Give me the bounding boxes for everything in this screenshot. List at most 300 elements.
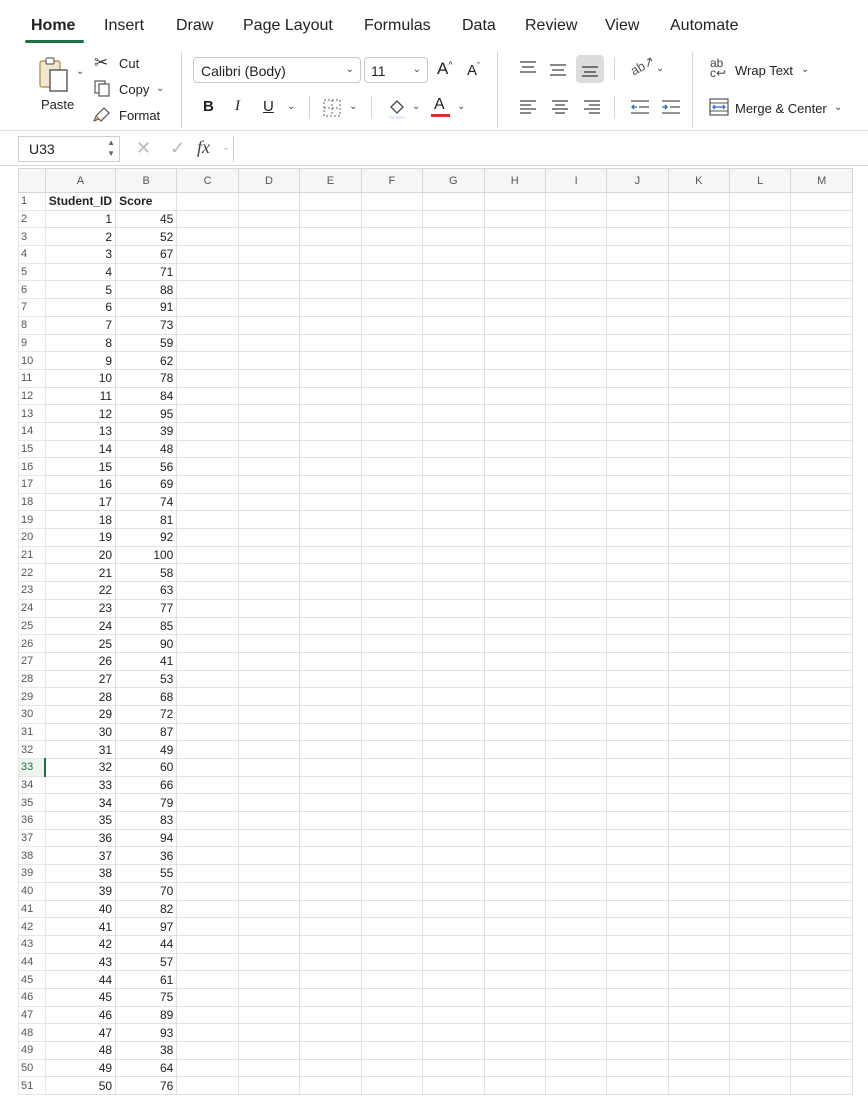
cell[interactable]	[545, 776, 606, 794]
cell[interactable]	[791, 387, 853, 405]
cell[interactable]	[484, 387, 545, 405]
cell[interactable]	[730, 776, 791, 794]
cell[interactable]	[730, 334, 791, 352]
cell[interactable]	[361, 299, 422, 317]
cell[interactable]	[791, 688, 853, 706]
font-size-select[interactable]	[364, 57, 428, 83]
italic-button[interactable]: I	[235, 98, 240, 114]
cell[interactable]	[607, 617, 668, 635]
cell[interactable]	[423, 1006, 484, 1024]
cell[interactable]	[423, 705, 484, 723]
cell[interactable]	[423, 493, 484, 511]
cell[interactable]: 72	[116, 705, 177, 723]
cell[interactable]	[607, 776, 668, 794]
cell[interactable]	[545, 705, 606, 723]
cell[interactable]	[545, 688, 606, 706]
cell[interactable]	[791, 617, 853, 635]
cell[interactable]	[607, 918, 668, 936]
cell[interactable]: 14	[45, 440, 115, 458]
cell[interactable]	[300, 476, 361, 494]
cell[interactable]	[423, 422, 484, 440]
cell[interactable]	[484, 847, 545, 865]
cell[interactable]	[607, 422, 668, 440]
cell[interactable]	[791, 741, 853, 759]
column-header-l[interactable]: L	[730, 169, 791, 193]
row-header[interactable]: 48	[19, 1024, 46, 1042]
cell[interactable]	[545, 935, 606, 953]
cell[interactable]	[607, 812, 668, 830]
cell[interactable]	[300, 617, 361, 635]
cell[interactable]	[423, 316, 484, 334]
row-header[interactable]: 9	[19, 334, 46, 352]
cell[interactable]	[730, 1042, 791, 1060]
cell[interactable]	[238, 599, 299, 617]
cell[interactable]: 31	[45, 741, 115, 759]
insert-function-button[interactable]: fx	[197, 137, 210, 157]
name-box[interactable]	[18, 136, 120, 162]
cell[interactable]	[607, 705, 668, 723]
orientation-chevron-down-icon[interactable]: ⌄	[656, 63, 665, 74]
cell[interactable]	[238, 723, 299, 741]
cell[interactable]: 8	[45, 334, 115, 352]
cell[interactable]	[607, 953, 668, 971]
cell[interactable]	[545, 582, 606, 600]
cell[interactable]: 81	[116, 511, 177, 529]
select-all-corner[interactable]	[19, 169, 46, 193]
cell[interactable]: 44	[45, 971, 115, 989]
cell[interactable]	[607, 263, 668, 281]
cell[interactable]	[423, 546, 484, 564]
formula-input[interactable]	[233, 136, 853, 162]
cell[interactable]	[668, 723, 729, 741]
cell[interactable]	[177, 1077, 238, 1095]
cell[interactable]: 88	[116, 281, 177, 299]
function-chevron-down-icon[interactable]: ⌄	[222, 142, 231, 153]
cell[interactable]	[177, 865, 238, 883]
cell[interactable]	[607, 652, 668, 670]
cell[interactable]	[177, 440, 238, 458]
cell[interactable]	[484, 953, 545, 971]
cell[interactable]	[668, 352, 729, 370]
cell[interactable]	[545, 953, 606, 971]
cell[interactable]	[177, 1006, 238, 1024]
cell[interactable]	[423, 882, 484, 900]
cell[interactable]	[668, 812, 729, 830]
cell[interactable]	[484, 1077, 545, 1095]
cut-button[interactable]: Cut	[119, 56, 140, 71]
cell[interactable]	[791, 493, 853, 511]
cell[interactable]: 57	[116, 953, 177, 971]
cell[interactable]: 23	[45, 599, 115, 617]
cell[interactable]	[423, 988, 484, 1006]
cell[interactable]	[238, 281, 299, 299]
cell[interactable]	[238, 971, 299, 989]
cell[interactable]	[423, 529, 484, 547]
cell[interactable]: 53	[116, 670, 177, 688]
cell[interactable]	[361, 865, 422, 883]
cell[interactable]	[423, 918, 484, 936]
cell[interactable]	[668, 617, 729, 635]
cell[interactable]	[607, 299, 668, 317]
cell[interactable]	[361, 1077, 422, 1095]
cell[interactable]	[238, 635, 299, 653]
cell[interactable]	[423, 776, 484, 794]
cell[interactable]	[607, 829, 668, 847]
cell[interactable]	[730, 210, 791, 228]
cell[interactable]	[238, 564, 299, 582]
cell[interactable]	[361, 387, 422, 405]
row-header[interactable]: 30	[19, 705, 46, 723]
cell[interactable]	[607, 582, 668, 600]
column-header-j[interactable]: J	[607, 169, 668, 193]
cell[interactable]	[177, 228, 238, 246]
row-header[interactable]: 34	[19, 776, 46, 794]
cell[interactable]	[177, 1042, 238, 1060]
cell[interactable]	[545, 422, 606, 440]
row-header[interactable]: 50	[19, 1059, 46, 1077]
cell[interactable]	[238, 493, 299, 511]
cell[interactable]	[238, 935, 299, 953]
cell[interactable]: 58	[116, 564, 177, 582]
cell[interactable]: 77	[116, 599, 177, 617]
cell[interactable]	[484, 582, 545, 600]
cell[interactable]	[177, 387, 238, 405]
cell[interactable]	[607, 847, 668, 865]
cell[interactable]	[484, 352, 545, 370]
cell[interactable]	[423, 1042, 484, 1060]
cell[interactable]	[484, 1024, 545, 1042]
cell[interactable]: 97	[116, 918, 177, 936]
cell[interactable]	[361, 511, 422, 529]
cell[interactable]	[668, 193, 729, 211]
cell[interactable]: 92	[116, 529, 177, 547]
cell[interactable]	[607, 688, 668, 706]
cell[interactable]	[545, 281, 606, 299]
cell[interactable]	[300, 759, 361, 777]
cell[interactable]	[730, 316, 791, 334]
cell[interactable]	[484, 281, 545, 299]
cell[interactable]: 1	[45, 210, 115, 228]
cell[interactable]	[423, 369, 484, 387]
cell[interactable]: 6	[45, 299, 115, 317]
cell[interactable]	[668, 529, 729, 547]
cell[interactable]	[484, 422, 545, 440]
cell[interactable]: 18	[45, 511, 115, 529]
cell[interactable]	[791, 564, 853, 582]
row-header[interactable]: 51	[19, 1077, 46, 1095]
cell[interactable]: 38	[45, 865, 115, 883]
cell[interactable]	[423, 1077, 484, 1095]
name-box-stepper-icon[interactable]: ▲ ▼	[107, 138, 115, 158]
cell[interactable]	[545, 971, 606, 989]
cell[interactable]	[791, 582, 853, 600]
cell[interactable]	[730, 422, 791, 440]
cell[interactable]	[791, 440, 853, 458]
cell[interactable]	[607, 387, 668, 405]
cell[interactable]: 82	[116, 900, 177, 918]
cell[interactable]	[361, 705, 422, 723]
cell[interactable]	[423, 1059, 484, 1077]
row-header[interactable]: 47	[19, 1006, 46, 1024]
cell[interactable]	[484, 458, 545, 476]
column-header-f[interactable]: F	[361, 169, 422, 193]
font-name-select[interactable]	[193, 57, 361, 83]
row-header[interactable]: 29	[19, 688, 46, 706]
cell[interactable]: 48	[45, 1042, 115, 1060]
cell[interactable]	[730, 263, 791, 281]
cell[interactable]: 94	[116, 829, 177, 847]
cell[interactable]	[423, 299, 484, 317]
cell[interactable]: 74	[116, 493, 177, 511]
cell[interactable]	[545, 882, 606, 900]
cell[interactable]	[607, 971, 668, 989]
cell[interactable]	[300, 564, 361, 582]
cell[interactable]	[177, 334, 238, 352]
cell[interactable]	[484, 299, 545, 317]
cell[interactable]	[300, 493, 361, 511]
cell[interactable]: 26	[45, 652, 115, 670]
cell[interactable]	[238, 829, 299, 847]
cell[interactable]	[668, 228, 729, 246]
cell[interactable]	[361, 741, 422, 759]
cell[interactable]	[607, 316, 668, 334]
cell[interactable]	[791, 511, 853, 529]
cell[interactable]: 62	[116, 352, 177, 370]
cell[interactable]	[484, 635, 545, 653]
cell[interactable]	[423, 688, 484, 706]
cell[interactable]	[423, 829, 484, 847]
cell[interactable]	[545, 352, 606, 370]
cell[interactable]	[177, 281, 238, 299]
cell[interactable]	[668, 688, 729, 706]
cell[interactable]: 76	[116, 1077, 177, 1095]
cell[interactable]	[545, 635, 606, 653]
cell[interactable]	[484, 193, 545, 211]
row-header[interactable]: 46	[19, 988, 46, 1006]
cell[interactable]	[361, 759, 422, 777]
format-painter-button[interactable]: Format	[119, 108, 161, 123]
row-header[interactable]: 2	[19, 210, 46, 228]
font-color-chevron-down-icon[interactable]: ⌄	[457, 101, 466, 112]
cell[interactable]	[238, 882, 299, 900]
cell[interactable]	[177, 299, 238, 317]
row-header[interactable]: 1	[19, 193, 46, 211]
cell[interactable]: Score	[116, 193, 177, 211]
cell[interactable]	[361, 263, 422, 281]
cell[interactable]	[545, 476, 606, 494]
cell[interactable]	[423, 599, 484, 617]
cell[interactable]	[423, 246, 484, 264]
cell[interactable]	[730, 812, 791, 830]
cell[interactable]	[238, 334, 299, 352]
cell[interactable]	[423, 635, 484, 653]
cell[interactable]	[300, 228, 361, 246]
cell[interactable]	[730, 1059, 791, 1077]
cell[interactable]: 84	[116, 387, 177, 405]
column-header-k[interactable]: K	[668, 169, 729, 193]
cell[interactable]	[484, 476, 545, 494]
cell[interactable]	[300, 1059, 361, 1077]
cell[interactable]	[791, 794, 853, 812]
cell[interactable]	[300, 405, 361, 423]
cell[interactable]	[545, 334, 606, 352]
cell[interactable]	[545, 1059, 606, 1077]
cell[interactable]	[300, 776, 361, 794]
cell[interactable]	[545, 900, 606, 918]
cell[interactable]: 75	[116, 988, 177, 1006]
cell[interactable]	[300, 529, 361, 547]
cell[interactable]	[730, 529, 791, 547]
cell[interactable]	[177, 369, 238, 387]
cell[interactable]	[177, 918, 238, 936]
cell[interactable]	[238, 228, 299, 246]
cell[interactable]	[545, 812, 606, 830]
fill-color-chevron-down-icon[interactable]: ⌄	[412, 101, 421, 112]
cell[interactable]	[730, 440, 791, 458]
tab-draw[interactable]: Draw	[176, 17, 214, 34]
cell[interactable]	[484, 316, 545, 334]
row-header[interactable]: 5	[19, 263, 46, 281]
cell[interactable]	[177, 493, 238, 511]
tab-page-layout[interactable]: Page Layout	[243, 17, 333, 34]
row-header[interactable]: 22	[19, 564, 46, 582]
cell[interactable]	[730, 1024, 791, 1042]
cell[interactable]: 66	[116, 776, 177, 794]
cell[interactable]	[730, 935, 791, 953]
cell[interactable]	[484, 918, 545, 936]
cell[interactable]	[668, 334, 729, 352]
cell[interactable]	[545, 1077, 606, 1095]
cell[interactable]	[300, 847, 361, 865]
cell[interactable]	[238, 582, 299, 600]
cell[interactable]	[730, 405, 791, 423]
cell[interactable]	[177, 1059, 238, 1077]
cell[interactable]	[361, 476, 422, 494]
cell[interactable]	[177, 599, 238, 617]
cell[interactable]	[484, 652, 545, 670]
cell[interactable]	[668, 882, 729, 900]
cell[interactable]: 100	[116, 546, 177, 564]
row-header[interactable]: 41	[19, 900, 46, 918]
cell[interactable]	[177, 635, 238, 653]
cell[interactable]	[791, 263, 853, 281]
row-header[interactable]: 28	[19, 670, 46, 688]
cell[interactable]	[791, 935, 853, 953]
cell[interactable]	[607, 759, 668, 777]
cell[interactable]	[300, 210, 361, 228]
cell[interactable]	[607, 1042, 668, 1060]
cell[interactable]: 47	[45, 1024, 115, 1042]
tab-data[interactable]: Data	[462, 17, 496, 34]
cell[interactable]	[177, 193, 238, 211]
cell[interactable]: 35	[45, 812, 115, 830]
cell[interactable]	[238, 617, 299, 635]
cell[interactable]	[607, 458, 668, 476]
cell[interactable]	[484, 369, 545, 387]
cell[interactable]: 19	[45, 529, 115, 547]
tab-view[interactable]: View	[605, 17, 640, 34]
cell[interactable]: 46	[45, 1006, 115, 1024]
cell[interactable]	[300, 1042, 361, 1060]
cell[interactable]	[791, 1077, 853, 1095]
cell[interactable]	[668, 988, 729, 1006]
cell[interactable]	[300, 688, 361, 706]
cell[interactable]	[791, 352, 853, 370]
row-header[interactable]: 36	[19, 812, 46, 830]
cell[interactable]	[607, 529, 668, 547]
cell[interactable]	[607, 511, 668, 529]
cell[interactable]	[423, 511, 484, 529]
cell[interactable]	[791, 776, 853, 794]
cell[interactable]	[545, 263, 606, 281]
cell[interactable]	[484, 705, 545, 723]
cell[interactable]	[791, 405, 853, 423]
fill-color-icon[interactable]	[387, 97, 407, 119]
cell[interactable]	[177, 564, 238, 582]
cell[interactable]	[300, 670, 361, 688]
row-header[interactable]: 27	[19, 652, 46, 670]
cell[interactable]	[545, 1042, 606, 1060]
cell[interactable]	[238, 705, 299, 723]
cell[interactable]	[791, 1042, 853, 1060]
cell[interactable]	[730, 369, 791, 387]
cell[interactable]	[730, 193, 791, 211]
decrease-font-size-icon[interactable]: $A^ˇ$	[467, 61, 481, 79]
cell[interactable]	[607, 935, 668, 953]
cell[interactable]: 3	[45, 246, 115, 264]
cell[interactable]	[423, 794, 484, 812]
cell[interactable]	[730, 281, 791, 299]
cell[interactable]	[361, 564, 422, 582]
cell[interactable]	[300, 705, 361, 723]
cell[interactable]	[423, 281, 484, 299]
cell[interactable]	[300, 387, 361, 405]
cell[interactable]	[791, 705, 853, 723]
cell[interactable]	[730, 988, 791, 1006]
cell[interactable]	[607, 564, 668, 582]
cell[interactable]	[300, 812, 361, 830]
cell[interactable]	[668, 918, 729, 936]
row-header[interactable]: 19	[19, 511, 46, 529]
format-painter-icon[interactable]	[93, 104, 113, 122]
row-header[interactable]: 40	[19, 882, 46, 900]
cell[interactable]	[300, 900, 361, 918]
cancel-formula-icon[interactable]: ✕	[136, 138, 152, 158]
cell[interactable]	[545, 564, 606, 582]
cell[interactable]	[668, 971, 729, 989]
cell[interactable]	[545, 599, 606, 617]
cell[interactable]	[238, 652, 299, 670]
cell[interactable]: 59	[116, 334, 177, 352]
paste-chevron-down-icon[interactable]: ⌄	[76, 66, 85, 77]
cell[interactable]	[545, 493, 606, 511]
cell[interactable]	[668, 1077, 729, 1095]
cell[interactable]	[791, 759, 853, 777]
cell[interactable]	[668, 316, 729, 334]
cell[interactable]	[607, 670, 668, 688]
cell[interactable]	[361, 794, 422, 812]
column-header-c[interactable]: C	[177, 169, 238, 193]
cell[interactable]	[668, 263, 729, 281]
cell[interactable]	[423, 900, 484, 918]
cell[interactable]	[607, 635, 668, 653]
cell[interactable]	[668, 387, 729, 405]
wrap-text-chevron-down-icon[interactable]: ⌄	[801, 64, 810, 75]
cell[interactable]	[730, 599, 791, 617]
cell[interactable]: 15	[45, 458, 115, 476]
cell[interactable]: Student_ID	[45, 193, 115, 211]
cell[interactable]: 55	[116, 865, 177, 883]
